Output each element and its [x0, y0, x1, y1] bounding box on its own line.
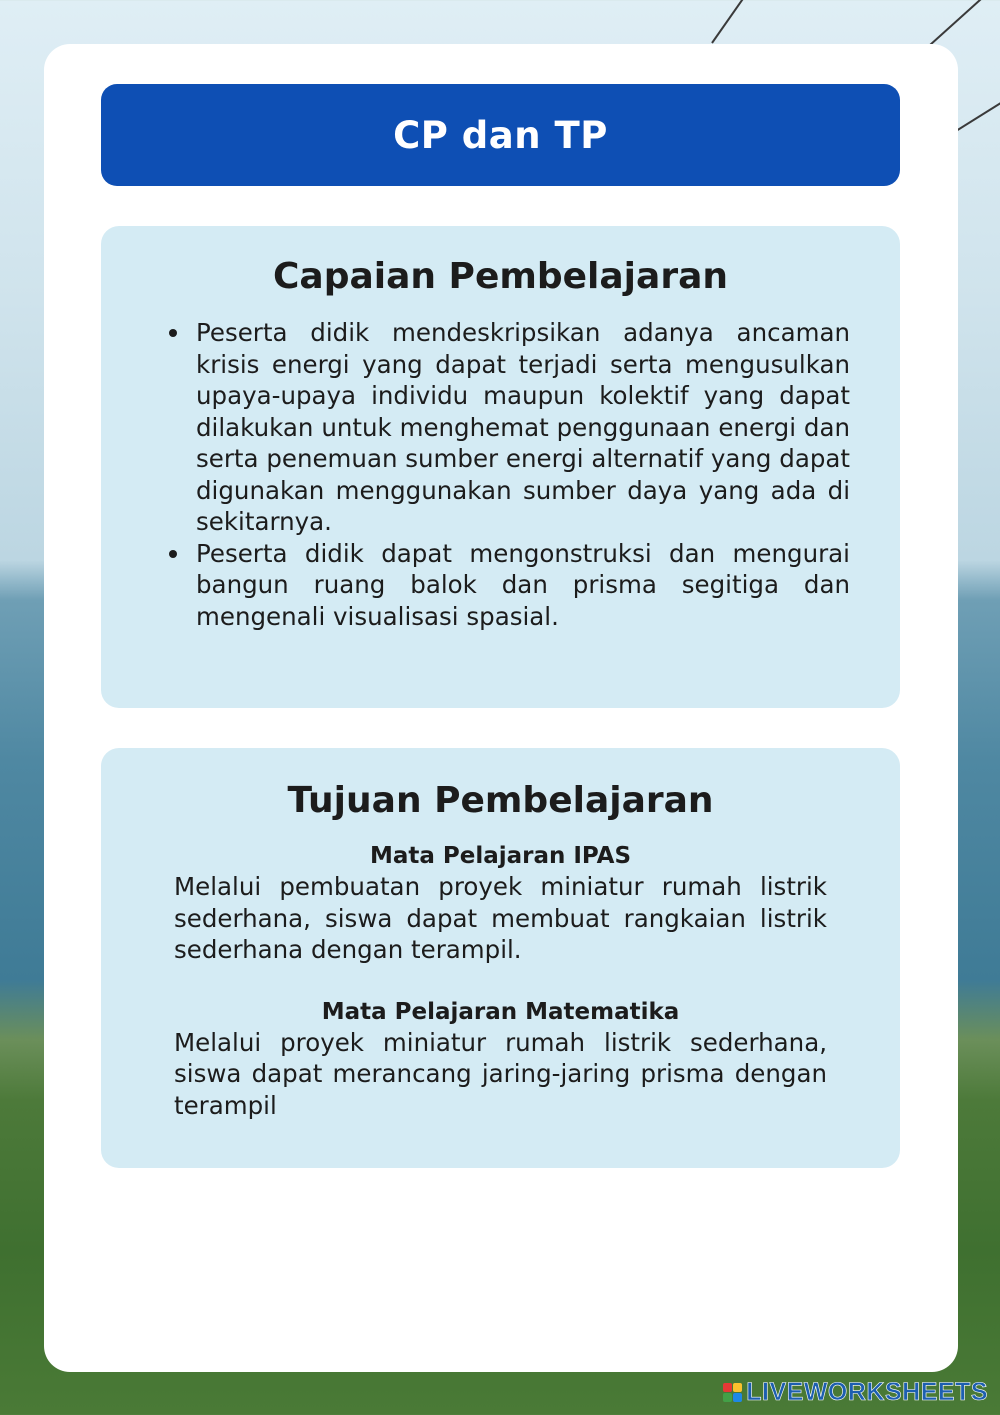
tujuan-pembelajaran-card	[101, 748, 900, 1168]
tujuan-ipas-text: Melalui pembuatan proyek miniatur rumah listrik sederhana, siswa dapat membuat rangkaian listrik sederhana dengan terampil.	[174, 872, 827, 964]
capaian-heading: Capaian Pembelajaran	[272, 256, 728, 297]
capaian-item: Peserta didik dapat mengonstruksi dan mengurai bangun ruang balok dan prisma segitiga dan mengenali visualisasi spasial.	[167, 538, 850, 633]
liveworksheets-logo	[723, 1378, 988, 1407]
tujuan-heading: Tujuan Pembelajaran	[287, 780, 714, 821]
page-title: CP dan TP	[393, 113, 608, 157]
capaian-pembelajaran-card	[101, 226, 900, 708]
power-line	[711, 0, 745, 44]
capaian-item: Peserta didik mendeskripsikan adanya ancaman krisis energi yang dapat terjadi serta mengusulkan upaya-upaya individu maupun kolektif yang dapat dilakukan untuk menghemat penggunaan energi dan serta penemuan sumber energi alternatif yang dapat digunakan menggunakan sumber daya yang ada di sekitarnya.	[167, 317, 850, 538]
tujuan-matematika-text: Melalui proyek miniatur rumah listrik sederhana, siswa dapat merancang jaring-jaring prisma dengan terampil	[174, 1027, 827, 1120]
power-line	[929, 0, 982, 46]
liveworksheets-logo-icon	[723, 1383, 742, 1402]
power-line	[955, 102, 1000, 132]
capaian-list	[101, 317, 900, 632]
tujuan-matematika-block	[101, 997, 900, 1122]
liveworksheets-logo-text: LIVEWORKSHEETS	[746, 1378, 988, 1406]
subject-heading-ipas: Mata Pelajaran IPAS	[369, 843, 632, 869]
tujuan-ipas-block	[101, 841, 900, 966]
subject-heading-matematika: Mata Pelajaran Matematika	[321, 998, 680, 1025]
page-title-bar	[101, 84, 900, 186]
